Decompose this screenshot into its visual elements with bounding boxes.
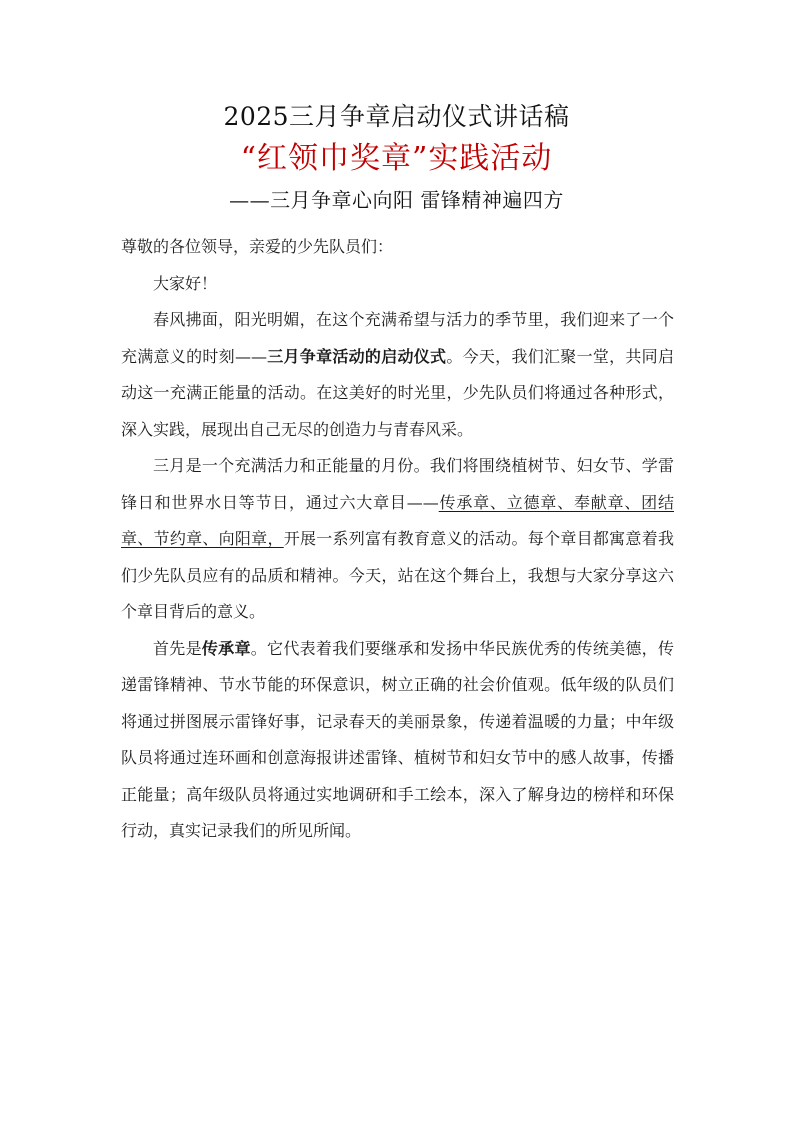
paragraph-3-text-b: 。它代表着我们要继承和发扬中华民族优秀的传统美德，传递雷锋精神、节水节能的环保意识，树立正确的社会价值观。低年级的队员们将通过拼图展示雷锋好事，记录春天的美丽景象，传递着温暖的力量；中年级队员将通过连环画和创意海报讲述雷锋、植树节和妇女节中的感人故事，传播正能量；高年级队员将通过实地调研和手工绘本，深入了解身边的榜样和环保行动，真实记录我们的所见所闻。 (121, 638, 674, 840)
document-tagline: ——三月争章心向阳 雷锋精神遍四方 (229, 188, 564, 212)
paragraph-3-bold: 传承章 (201, 638, 251, 658)
document-title: 2025三月争章启动仪式讲话稿 (223, 102, 570, 131)
document-subtitle: “红领巾奖章”实践活动 (240, 141, 553, 176)
paragraph-1-bold: 三月争章活动的启动仪式 (266, 346, 447, 366)
paragraph-1 (121, 302, 674, 448)
hello-line: 大家好！ (153, 273, 218, 293)
paragraph-2-badge-list: 传承章、立德章、奉献章、团结章、节约章、向阳章， (121, 492, 674, 548)
speech-body (121, 229, 674, 850)
paragraph-1-text-a: 春风拂面，阳光明媚，在这个充满希望与活力的季节里，我们迎来了一个充满意义的时刻—— (121, 310, 674, 366)
paragraph-3-text-a: 首先是 (153, 638, 202, 658)
paragraph-3 (121, 631, 674, 850)
greeting-line: 尊敬的各位领导，亲爱的少先队员们： (121, 237, 394, 256)
paragraph-1-text-b: 。今天，我们汇聚一堂，共同启动这一充满正能量的活动。在这美好的时光里，少先队员们将通过各种形式，深入实践，展现出自己无尽的创造力与青春风采。 (121, 346, 674, 439)
paragraph-2-text-a: 三月是一个充满活力和正能量的月份。我们将围绕植树节、妇女节、学雷锋日和世界水日等节日，通过六大章目—— (121, 456, 674, 512)
paragraph-2 (121, 448, 674, 631)
paragraph-2-text-b: 开展一系列富有教育意义的活动。每个章目都寓意着我们少先队员应有的品质和精神。今天，站在这个舞台上，我想与大家分享这六个章目背后的意义。 (121, 529, 674, 621)
